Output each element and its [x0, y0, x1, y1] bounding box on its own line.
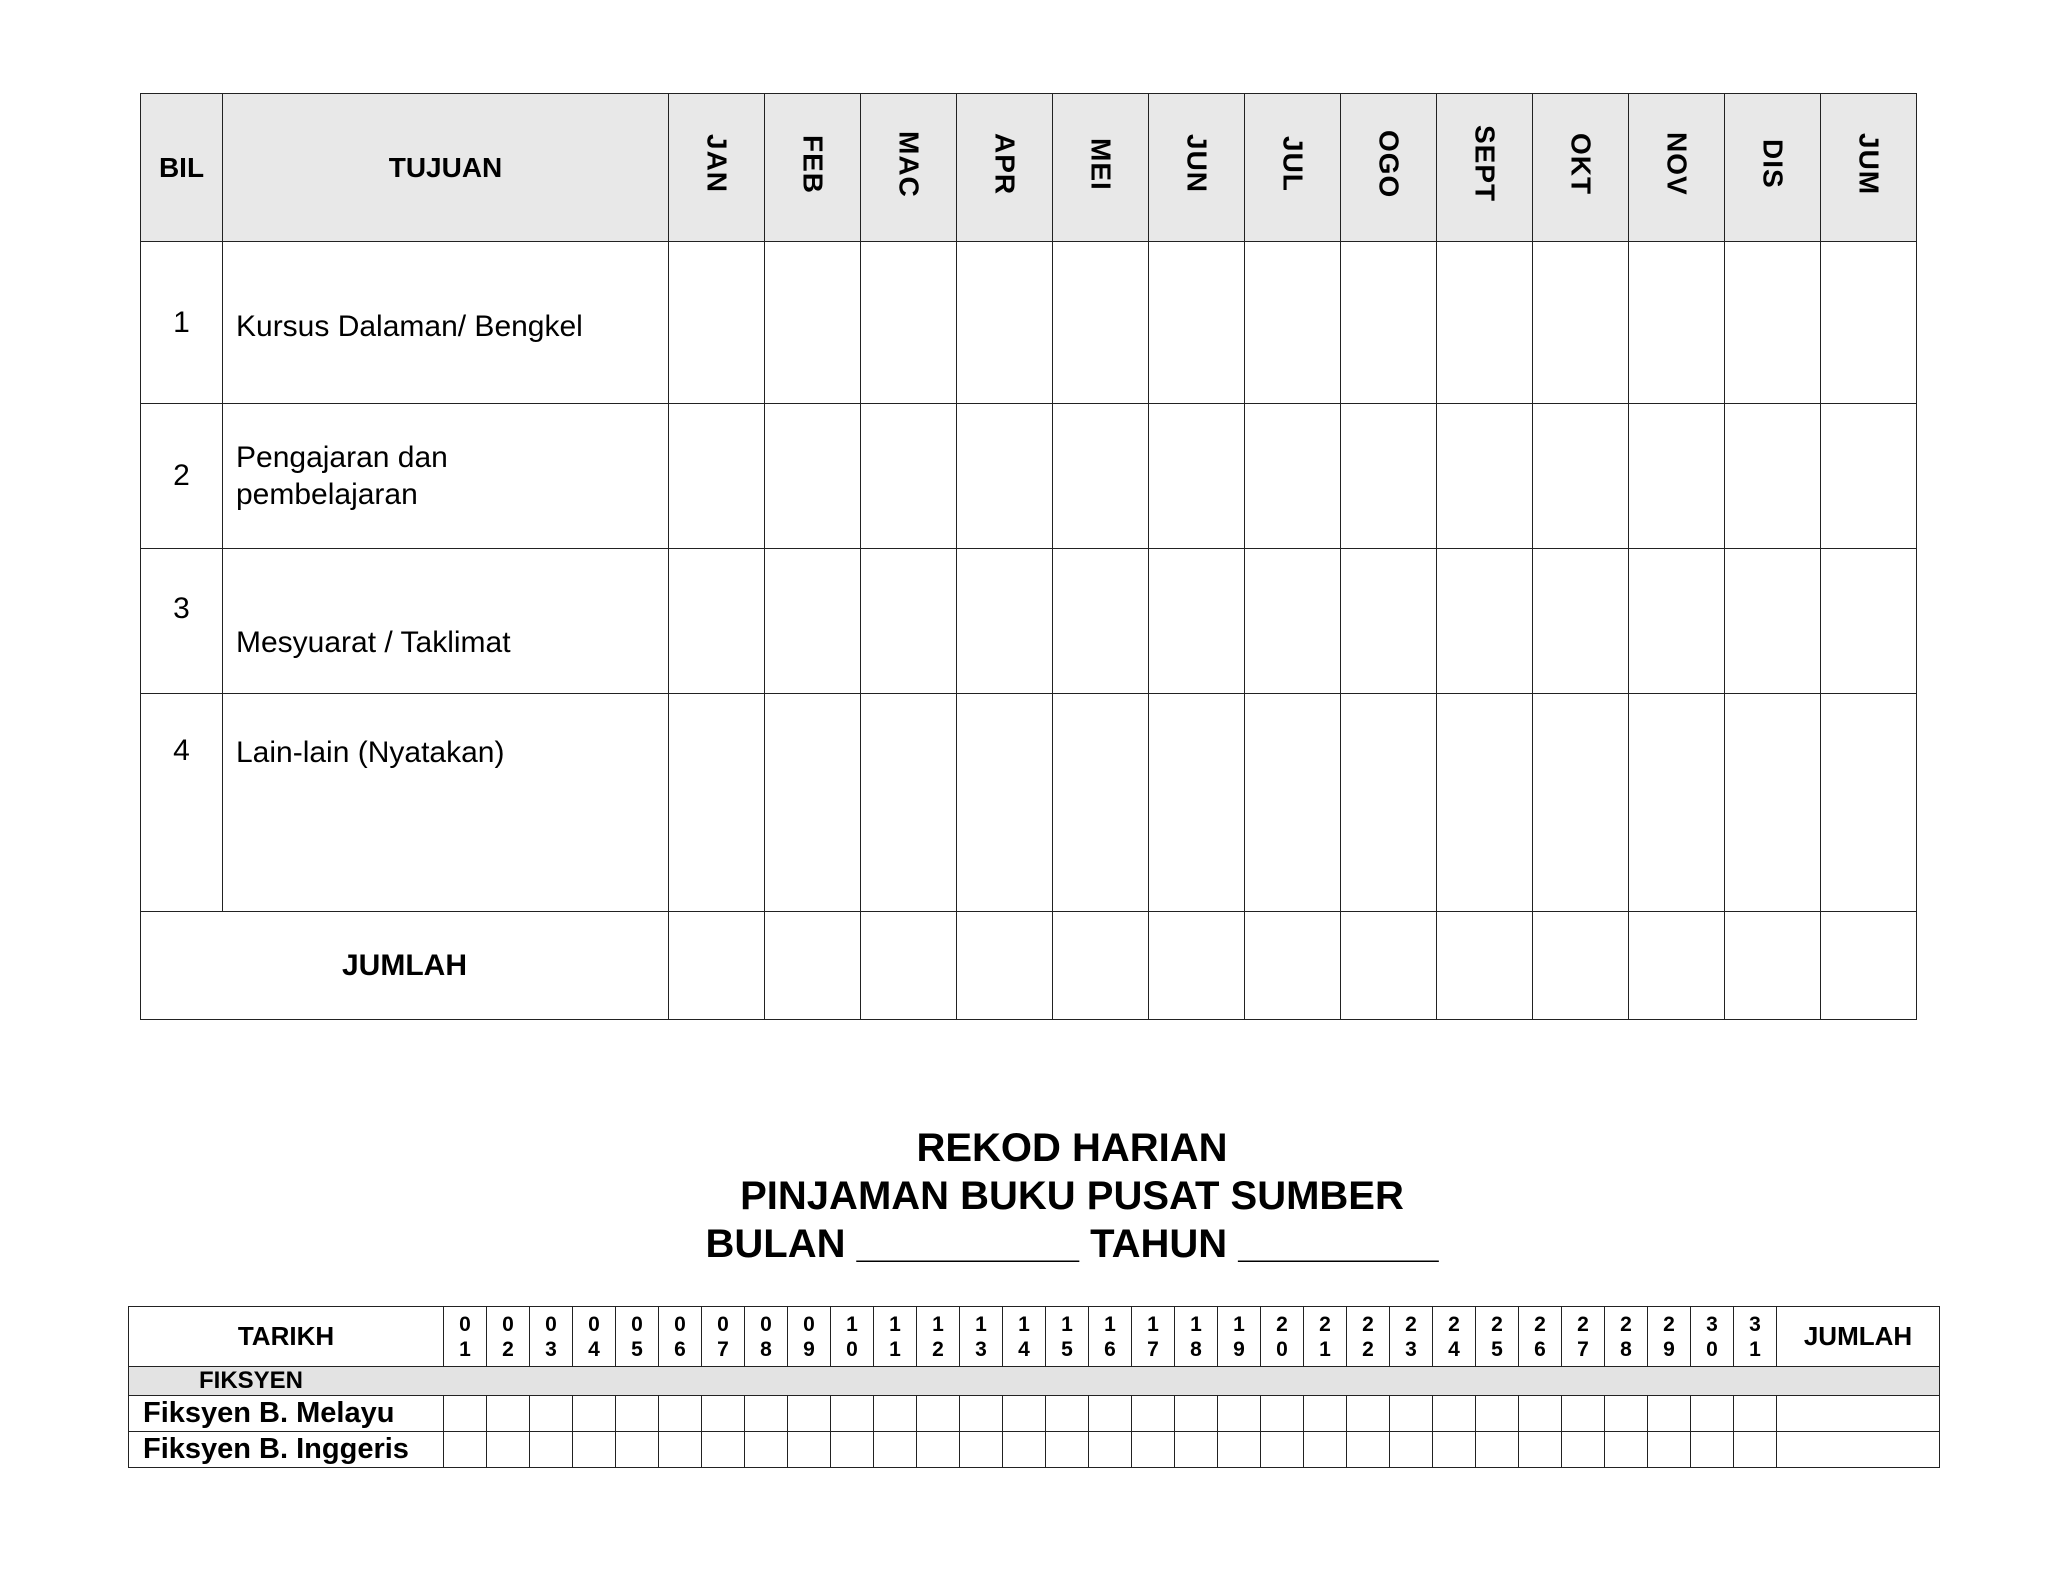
month-cell[interactable] — [765, 549, 861, 694]
month-cell[interactable] — [1725, 694, 1821, 912]
bil-cell: 3 — [141, 549, 223, 694]
bil-header: BIL — [141, 94, 223, 242]
day-header: 2 8 — [1605, 1307, 1648, 1367]
day-cell[interactable] — [573, 1432, 616, 1468]
tujuan-cell: Kursus Dalaman/ Bengkel — [223, 242, 669, 404]
day-cell[interactable] — [1476, 1396, 1519, 1432]
day-header: 2 5 — [1476, 1307, 1519, 1367]
day-header: 2 9 — [1648, 1307, 1691, 1367]
total-cell[interactable] — [1437, 912, 1533, 1020]
day-header: 0 4 — [573, 1307, 616, 1367]
daily-row-label: Fiksyen B. Melayu — [129, 1396, 444, 1432]
month-cell[interactable] — [861, 694, 957, 912]
day-cell[interactable] — [487, 1432, 530, 1468]
month-cell[interactable] — [669, 694, 765, 912]
day-header: 0 5 — [616, 1307, 659, 1367]
total-cell[interactable] — [1053, 912, 1149, 1020]
day-header: 1 5 — [1046, 1307, 1089, 1367]
day-cell[interactable] — [1390, 1432, 1433, 1468]
month-cell[interactable] — [1725, 404, 1821, 549]
month-cell[interactable] — [1821, 404, 1917, 549]
month-cell[interactable] — [1053, 694, 1149, 912]
day-cell[interactable] — [1132, 1432, 1175, 1468]
month-header: FEB — [765, 94, 861, 242]
day-cell[interactable] — [745, 1396, 788, 1432]
month-header: JUN — [1149, 94, 1245, 242]
day-cell[interactable] — [1003, 1396, 1046, 1432]
tarikh-header: TARIKH — [129, 1307, 444, 1367]
month-cell[interactable] — [1245, 549, 1341, 694]
day-header: 0 2 — [487, 1307, 530, 1367]
month-cell[interactable] — [1437, 242, 1533, 404]
daily-row — [129, 1432, 1940, 1468]
month-cell[interactable] — [1053, 549, 1149, 694]
day-cell[interactable] — [1648, 1432, 1691, 1468]
day-cell[interactable] — [1347, 1432, 1390, 1468]
tujuan-cell: Mesyuarat / Taklimat — [223, 549, 669, 694]
month-header: JUM — [1821, 94, 1917, 242]
daily-row-label: Fiksyen B. Inggeris — [129, 1432, 444, 1468]
day-cell[interactable] — [1089, 1396, 1132, 1432]
month-cell[interactable] — [1533, 404, 1629, 549]
monthly-header-row — [141, 94, 1917, 242]
month-cell[interactable] — [1629, 549, 1725, 694]
month-cell[interactable] — [1437, 549, 1533, 694]
month-header: SEPT — [1437, 94, 1533, 242]
daily-header-row — [129, 1307, 1940, 1367]
day-header: 2 2 — [1347, 1307, 1390, 1367]
bil-cell: 1 — [141, 242, 223, 404]
daily-record-heading — [0, 1124, 2048, 1268]
day-cell[interactable] — [917, 1432, 960, 1468]
day-cell[interactable] — [1691, 1432, 1734, 1468]
day-cell[interactable] — [1218, 1396, 1261, 1432]
day-cell[interactable] — [1175, 1396, 1218, 1432]
day-cell[interactable] — [1476, 1432, 1519, 1468]
day-cell[interactable] — [1562, 1432, 1605, 1468]
monthly-row — [141, 549, 1917, 694]
month-cell[interactable] — [1629, 694, 1725, 912]
month-cell[interactable] — [1533, 242, 1629, 404]
day-header: 0 6 — [659, 1307, 702, 1367]
month-cell[interactable] — [1821, 694, 1917, 912]
day-cell[interactable] — [1175, 1432, 1218, 1468]
total-cell[interactable] — [669, 912, 765, 1020]
day-header: 0 1 — [444, 1307, 487, 1367]
month-cell[interactable] — [1725, 549, 1821, 694]
day-cell[interactable] — [444, 1396, 487, 1432]
day-header: 0 7 — [702, 1307, 745, 1367]
day-cell[interactable] — [1562, 1396, 1605, 1432]
day-cell[interactable] — [788, 1396, 831, 1432]
day-cell[interactable] — [659, 1396, 702, 1432]
monthly-row — [141, 694, 1917, 912]
day-cell[interactable] — [1304, 1396, 1347, 1432]
bil-cell: 2 — [141, 404, 223, 549]
total-cell[interactable] — [957, 912, 1053, 1020]
heading-line-1: REKOD HARIAN — [916, 1126, 1228, 1170]
month-cell[interactable] — [957, 549, 1053, 694]
month-header: OGO — [1341, 94, 1437, 242]
bil-cell: 4 — [141, 694, 223, 912]
month-header: NOV — [1629, 94, 1725, 242]
day-header: 2 7 — [1562, 1307, 1605, 1367]
day-cell[interactable] — [1519, 1432, 1562, 1468]
month-header: DIS — [1725, 94, 1821, 242]
month-cell[interactable] — [1629, 404, 1725, 549]
month-cell[interactable] — [1245, 242, 1341, 404]
total-cell[interactable] — [1725, 912, 1821, 1020]
month-cell[interactable] — [1245, 694, 1341, 912]
daily-total-cell[interactable] — [1777, 1396, 1940, 1432]
day-header: 1 4 — [1003, 1307, 1046, 1367]
day-header: 3 0 — [1691, 1307, 1734, 1367]
day-cell[interactable] — [1734, 1432, 1777, 1468]
day-cell[interactable] — [444, 1432, 487, 1468]
tujuan-cell: Lain-lain (Nyatakan) — [223, 694, 669, 912]
day-cell[interactable] — [1218, 1432, 1261, 1468]
day-header: 0 3 — [530, 1307, 573, 1367]
total-cell[interactable] — [1533, 912, 1629, 1020]
month-cell[interactable] — [1149, 404, 1245, 549]
daily-row — [129, 1396, 1940, 1432]
day-cell[interactable] — [1347, 1396, 1390, 1432]
heading-line-3: BULAN __________ TAHUN _________ — [705, 1222, 1439, 1266]
month-cell[interactable] — [1437, 404, 1533, 549]
day-cell[interactable] — [1648, 1396, 1691, 1432]
month-header: MEI — [1053, 94, 1149, 242]
daily-table — [128, 1306, 1940, 1468]
month-cell[interactable] — [957, 242, 1053, 404]
month-cell[interactable] — [669, 242, 765, 404]
month-cell[interactable] — [765, 242, 861, 404]
month-cell[interactable] — [861, 242, 957, 404]
fiksyen-section-label: FIKSYEN — [129, 1367, 1940, 1396]
month-cell[interactable] — [669, 404, 765, 549]
month-cell[interactable] — [861, 404, 957, 549]
tujuan-cell: Pengajaran dan pembelajaran — [223, 404, 669, 549]
month-cell[interactable] — [1533, 694, 1629, 912]
total-cell[interactable] — [1341, 912, 1437, 1020]
day-cell[interactable] — [1605, 1396, 1648, 1432]
month-cell[interactable] — [1245, 404, 1341, 549]
day-cell[interactable] — [1003, 1432, 1046, 1468]
day-cell[interactable] — [1132, 1396, 1175, 1432]
day-header: 2 3 — [1390, 1307, 1433, 1367]
month-cell[interactable] — [669, 549, 765, 694]
day-cell[interactable] — [1046, 1432, 1089, 1468]
day-cell[interactable] — [1390, 1396, 1433, 1432]
day-cell[interactable] — [960, 1396, 1003, 1432]
month-cell[interactable] — [1341, 242, 1437, 404]
day-cell[interactable] — [874, 1396, 917, 1432]
month-cell[interactable] — [1341, 404, 1437, 549]
month-cell[interactable] — [1821, 549, 1917, 694]
day-cell[interactable] — [1433, 1432, 1476, 1468]
day-cell[interactable] — [702, 1432, 745, 1468]
total-cell[interactable] — [861, 912, 957, 1020]
daily-total-cell[interactable] — [1777, 1432, 1940, 1468]
day-header: 1 6 — [1089, 1307, 1132, 1367]
day-header: 1 7 — [1132, 1307, 1175, 1367]
month-cell[interactable] — [1341, 549, 1437, 694]
day-header: 0 9 — [788, 1307, 831, 1367]
day-cell[interactable] — [1304, 1432, 1347, 1468]
monthly-body — [141, 242, 1917, 1020]
day-header: 2 1 — [1304, 1307, 1347, 1367]
day-cell[interactable] — [573, 1396, 616, 1432]
day-header: 1 8 — [1175, 1307, 1218, 1367]
monthly-total-row — [141, 912, 1917, 1020]
total-cell[interactable] — [1629, 912, 1725, 1020]
month-cell[interactable] — [1149, 694, 1245, 912]
monthly-table — [140, 93, 1917, 1020]
day-header: 3 1 — [1734, 1307, 1777, 1367]
day-cell[interactable] — [616, 1432, 659, 1468]
day-cell[interactable] — [1261, 1396, 1304, 1432]
jumlah-header: JUMLAH — [1777, 1307, 1940, 1367]
day-cell[interactable] — [874, 1432, 917, 1468]
day-cell[interactable] — [702, 1396, 745, 1432]
day-cell[interactable] — [1433, 1396, 1476, 1432]
day-cell[interactable] — [831, 1432, 874, 1468]
month-cell[interactable] — [1725, 242, 1821, 404]
day-cell[interactable] — [1261, 1432, 1304, 1468]
month-cell[interactable] — [1629, 242, 1725, 404]
month-header: JAN — [669, 94, 765, 242]
day-cell[interactable] — [960, 1432, 1003, 1468]
day-header: 1 0 — [831, 1307, 874, 1367]
day-cell[interactable] — [745, 1432, 788, 1468]
month-cell[interactable] — [765, 694, 861, 912]
day-header: 1 9 — [1218, 1307, 1261, 1367]
day-header: 2 6 — [1519, 1307, 1562, 1367]
month-cell[interactable] — [861, 549, 957, 694]
day-cell[interactable] — [788, 1432, 831, 1468]
monthly-row — [141, 242, 1917, 404]
month-cell[interactable] — [1341, 694, 1437, 912]
day-header: 0 8 — [745, 1307, 788, 1367]
day-cell[interactable] — [1519, 1396, 1562, 1432]
month-header: MAC — [861, 94, 957, 242]
fiksyen-section-row — [129, 1367, 1940, 1396]
month-cell[interactable] — [957, 404, 1053, 549]
month-cell[interactable] — [957, 694, 1053, 912]
total-label: JUMLAH — [141, 912, 669, 1020]
day-cell[interactable] — [917, 1396, 960, 1432]
day-cell[interactable] — [530, 1432, 573, 1468]
month-cell[interactable] — [765, 404, 861, 549]
month-cell[interactable] — [1149, 242, 1245, 404]
month-header: OKT — [1533, 94, 1629, 242]
day-cell[interactable] — [831, 1396, 874, 1432]
month-cell[interactable] — [1149, 549, 1245, 694]
month-cell[interactable] — [1533, 549, 1629, 694]
month-header: JUL — [1245, 94, 1341, 242]
day-header: 1 2 — [917, 1307, 960, 1367]
day-cell[interactable] — [1089, 1432, 1132, 1468]
day-cell[interactable] — [1046, 1396, 1089, 1432]
day-cell[interactable] — [1605, 1432, 1648, 1468]
heading-line-2: PINJAMAN BUKU PUSAT SUMBER — [740, 1174, 1404, 1218]
day-cell[interactable] — [659, 1432, 702, 1468]
day-cell[interactable] — [616, 1396, 659, 1432]
day-cell[interactable] — [530, 1396, 573, 1432]
day-header: 2 4 — [1433, 1307, 1476, 1367]
monthly-row — [141, 404, 1917, 549]
day-cell[interactable] — [487, 1396, 530, 1432]
month-header: APR — [957, 94, 1053, 242]
day-header: 1 3 — [960, 1307, 1003, 1367]
total-cell[interactable] — [765, 912, 861, 1020]
total-cell[interactable] — [1821, 912, 1917, 1020]
month-cell[interactable] — [1053, 404, 1149, 549]
day-header: 2 0 — [1261, 1307, 1304, 1367]
total-cell[interactable] — [1149, 912, 1245, 1020]
total-cell[interactable] — [1245, 912, 1341, 1020]
day-cell[interactable] — [1691, 1396, 1734, 1432]
month-cell[interactable] — [1053, 242, 1149, 404]
month-cell[interactable] — [1437, 694, 1533, 912]
day-cell[interactable] — [1734, 1396, 1777, 1432]
tujuan-header: TUJUAN — [223, 94, 669, 242]
day-header: 1 1 — [874, 1307, 917, 1367]
month-cell[interactable] — [1821, 242, 1917, 404]
